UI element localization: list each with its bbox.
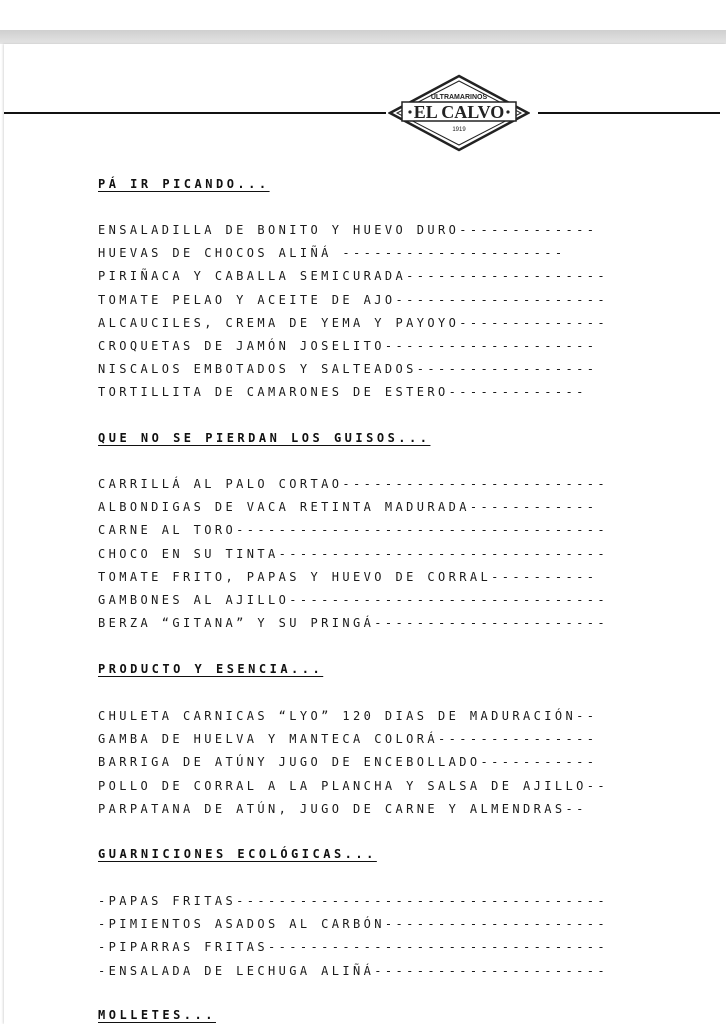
- section-list-pa-ir-picando: [98, 219, 678, 405]
- section-title-pa-ir-picando: PÁ IR PICANDO...: [98, 177, 270, 191]
- menu-item: CHULETA CARNICAS “LYO” 120 DIAS DE MADURACIÓN--: [98, 709, 598, 723]
- section-list-producto-y-esencia: [98, 705, 678, 821]
- menu-item: CARNE AL TORO-----------------------------------: [98, 523, 608, 538]
- section-title-producto-y-esencia: PRODUCTO Y ESENCIA...: [98, 662, 324, 676]
- menu-item: GAMBONES AL AJILLO------------------------------: [98, 592, 608, 607]
- menu-item: GAMBA DE HUELVA Y MANTECA COLORÁ---------------: [98, 732, 598, 747]
- menu-item: -ENSALADA DE LECHUGA ALIÑÁ----------------------: [98, 963, 608, 978]
- menu-item: TOMATE PELAO Y ACEITE DE AJO--------------------: [98, 292, 608, 307]
- menu-item: PIRIÑACA Y CABALLA SEMICURADA-------------------: [98, 269, 608, 284]
- logo-emblem: [388, 74, 530, 152]
- menu-item: POLLO DE CORRAL A LA PLANCHA Y SALSA DE AJILLO--: [98, 778, 608, 793]
- menu-item: PARPATANA DE ATÚN, JUGO DE CARNE Y ALMENDRAS--: [98, 801, 587, 816]
- menu-item: NISCALOS EMBOTADOS Y SALTEADOS-----------------: [98, 362, 598, 377]
- page-edge-shadow: [0, 30, 726, 44]
- menu-item: -PAPAS FRITAS-----------------------------------: [98, 894, 608, 908]
- section-title-guarniciones: GUARNICIONES ECOLÓGICAS...: [98, 847, 377, 861]
- menu-item: CROQUETAS DE JAMÓN JOSELITO--------------------: [98, 338, 598, 353]
- header-rule-left: [4, 112, 386, 114]
- section-title-guisos: QUE NO SE PIERDAN LOS GUISOS...: [98, 431, 431, 445]
- section-list-guisos: [98, 473, 678, 635]
- menu-item: ENSALADILLA DE BONITO Y HUEVO DURO-------------: [98, 223, 598, 237]
- menu-item: -PIPARRAS FRITAS--------------------------------: [98, 940, 608, 955]
- menu-item: HUEVAS DE CHOCOS ALIÑÁ ---------------------: [98, 246, 566, 261]
- header-rule-right: [538, 112, 720, 114]
- menu-item: ALBONDIGAS DE VACA RETINTA MADURADA------------: [98, 500, 598, 515]
- menu-item: CARRILLÁ AL PALO CORTAO-------------------------: [98, 477, 608, 491]
- viewer-top-bar: [0, 0, 726, 30]
- menu-item: BARRIGA DE ATÚNY JUGO DE ENCEBOLLADO-----------: [98, 755, 598, 770]
- menu-item: TORTILLITA DE CAMARONES DE ESTERO-------------: [98, 385, 587, 400]
- menu-item: TOMATE FRITO, PAPAS Y HUEVO DE CORRAL----------: [98, 569, 598, 584]
- menu-item: -PIMIENTOS ASADOS AL CARBÓN---------------------: [98, 917, 608, 932]
- logo-name: EL CALVO: [413, 102, 505, 122]
- menu-item: ALCAUCILES, CREMA DE YEMA Y PAYOYO--------------: [98, 315, 608, 330]
- logo-year: 1919: [452, 127, 466, 133]
- section-title-molletes: MOLLETES...: [98, 1008, 216, 1022]
- menu-item: CHOCO EN SU TINTA-------------------------------: [98, 546, 608, 561]
- logo-top-text: ULTRAMARINOS: [430, 94, 488, 101]
- el-calvo-logo: [388, 74, 530, 152]
- menu-item: BERZA “GITANA” Y SU PRINGÁ----------------------: [98, 616, 608, 631]
- section-list-guarniciones: [98, 890, 678, 983]
